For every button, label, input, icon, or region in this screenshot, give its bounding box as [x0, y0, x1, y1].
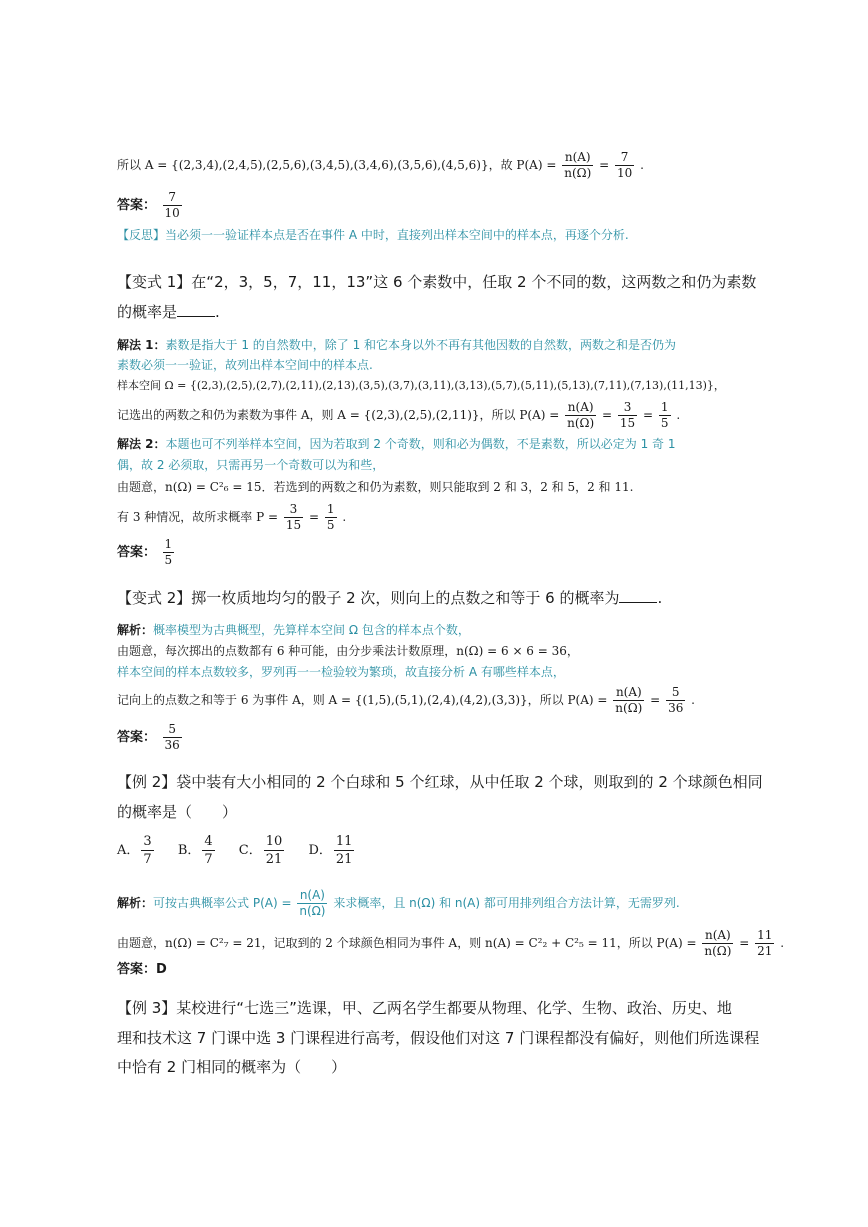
- variant-1-title: 【变式 1】在“2，3，5，7，11，13”这 6 个素数中，任取 2 个不同的数，这两数之和仍为素数: [117, 273, 757, 291]
- option-d[interactable]: D． $\frac{11}{21}$: [308, 834, 353, 867]
- answer-1-fraction: $\frac{7}{10}$: [164, 190, 180, 220]
- v1-solution-2-line3: 由题意，n(Ω) = C²₆ = 15．若选到的两数之和仍为素数，则只能取到 2 和 3，2 和 5，2 和 11.: [117, 480, 634, 494]
- example-3-line3: 中恰有 2 门相同的概率为（ ）: [117, 1058, 347, 1076]
- answer-1: 答案： $\frac{7}{10}$: [117, 190, 180, 220]
- intro-line: 所以 A = {(2,3,4),(2,4,5),(2,5,6),(3,4,5),(3,4,6),(3,5,6),(4,5,6)}，故 P(A) = $\frac{n(A)}{n(\Omega)}$ = $\frac{7}{10}$ .: [117, 150, 644, 180]
- answer-v2: 答案： $\frac{5}{36}$: [117, 722, 180, 752]
- v2-analysis: 解析：概率模型为古典概型，先算样本空间 Ω 包含的样本点个数，: [117, 623, 470, 637]
- example-3-line1: 【例 3】某校进行“七选三”选课，甲、乙两名学生都要从物理、化学、生物、政治、历史、地: [117, 999, 732, 1017]
- option-c[interactable]: C． $\frac{10}{21}$: [238, 834, 283, 867]
- intro-result-fraction: $\frac{7}{10}$: [616, 150, 633, 180]
- example-2-options: [117, 833, 374, 868]
- v1-event-line: 记选出的两数之和仍为素数为事件 A，则 A = {(2,3),(2,5),(2,11)}，所以 P(A) = $\frac{n(A)}{n(\Omega)}$ = $\frac{3}{15}$ = $\frac{1}{5}$ .: [117, 400, 681, 430]
- ex2-analysis: 解析：可按古典概率公式 P(A) = $\frac{n(A)}{n(\Omega)}$ 来求概率，且 n(Ω) 和 n(A) 都可用排列组合方法计算，无需罗列.: [117, 888, 680, 918]
- option-b[interactable]: B． $\frac{4}{7}$: [177, 834, 213, 867]
- intro-fraction: $\frac{n(A)}{n(\Omega)}$: [564, 150, 592, 180]
- v2-line2: 由题意，每次掷出的点数都有 6 种可能，由分步乘法计数原理，n(Ω) = 6 × 6 = 36，: [117, 644, 579, 658]
- v1-solution-1: 解法 1：素数是指大于 1 的自然数中，除了 1 和它本身以外不再有其他因数的自然数，两数之和是否仍为: [117, 338, 677, 352]
- reflection-note: 【反思】当必须一一验证样本点是否在事件 A 中时，直接列出样本空间中的样本点，再逐个分析.: [117, 228, 629, 242]
- ex2-line2: 由题意，n(Ω) = C²₇ = 21，记取到的 2 个球颜色相同为事件 A，则 n(A) = C²₂ + C²₅ = 11，所以 P(A) = $\frac{n(A)}{n(\Omega)}$ = $\frac{11}{21}$ .: [117, 928, 785, 958]
- v1-solution-2: 解法 2：本题也可不列举样本空间，因为若取到 2 个奇数，则和必为偶数，不是素数，所以必定为 1 奇 1: [117, 437, 676, 451]
- example-2-question-end: 的概率是（ ）: [117, 803, 238, 821]
- v1-sample-space: 样本空间 Ω = {(2,3),(2,5),(2,7),(2,11),(2,13),(3,5),(3,7),(3,11),(3,13),(5,7),(5,11),(5,13),(7,11),(7,13),(11,13)}，: [117, 379, 725, 392]
- v1-solution-2-cont: 偶，故 2 必须取，只需再另一个奇数可以为和些，: [117, 458, 385, 472]
- v1-solution-1-cont: 素数必须一一验证，故列出样本空间中的样本点.: [117, 358, 373, 372]
- example-2-title: 【例 2】袋中装有大小相同的 2 个白球和 5 个红球，从中任取 2 个球，则取到的 2 个球颜色相同: [117, 773, 763, 791]
- answer-blank: [177, 302, 215, 317]
- option-a[interactable]: A． $\frac{3}{7}$: [117, 834, 152, 867]
- answer-ex2: 答案：D: [117, 962, 167, 977]
- answer-blank: [619, 588, 657, 603]
- variant-1-question-end: 的概率是 .: [117, 303, 220, 321]
- v1-solution-2-line4: 有 3 种情况，故所求概率 P = $\frac{3}{15}$ = $\frac{1}{5}$ .: [117, 502, 347, 532]
- intro-set-text: 所以 A = {(2,3,4),(2,4,5),(2,5,6),(3,4,5),(3,4,6),(3,5,6),(4,5,6)}，故 P(A) =: [117, 158, 557, 172]
- example-3-line2: 理和技术这 7 门课中选 3 门课程进行高考，假设他们对这 7 门课程都没有偏好，则他们所选课程: [117, 1029, 760, 1047]
- variant-2-title: 【变式 2】掷一枚质地均匀的骰子 2 次，则向上的点数之和等于 6 的概率为 .: [117, 589, 663, 607]
- answer-v1: 答案： $\frac{1}{5}$: [117, 537, 173, 567]
- v2-line3: 样本空间的样本点数较多，罗列再一一检验较为繁琐，故直接分析 A 有哪些样本点，: [117, 665, 565, 679]
- v2-line4: 记向上的点数之和等于 6 为事件 A，则 A = {(1,5),(5,1),(2,4),(4,2),(3,3)}，所以 P(A) = $\frac{n(A)}{n(\Omega)}$ = $\frac{5}{36}$ .: [117, 685, 695, 715]
